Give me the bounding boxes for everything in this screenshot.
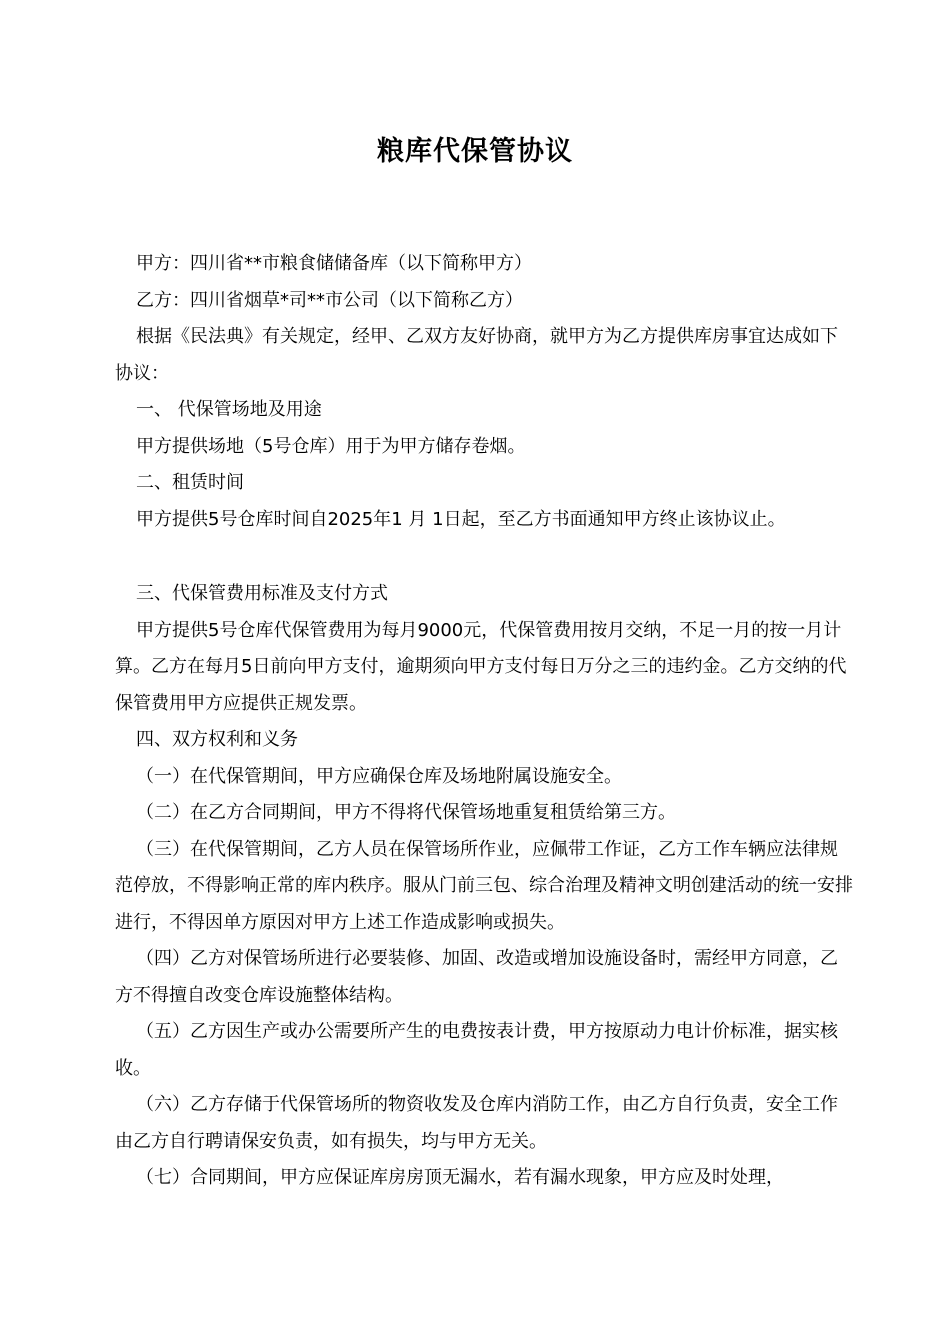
section-2-heading: 二、租赁时间 [136,472,244,493]
section-3-text: 甲方提供5号仓库代保管费用为每月9000元，代保管费用按月交纳，不足一月的按一月计算。乙方在每月5日前向甲方支付，逾期须向甲方支付每日万分之三的违约金。乙方交纳的代保管费用甲方应提供正规发票。 [115,619,847,714]
document-body [115,246,855,1197]
section-4-item-3: （三）在代保管期间，乙方人员在保管场所作业，应佩带工作证，乙方工作车辆应法律规范停放，不得影响正常的库内秩序。服从门前三包、综合治理及精神文明创建活动的统一安排进行，不得因单方原因对甲方上述工作造成影响或损失。 [115,838,853,933]
section-2-text: 甲方提供5号仓库时间自2025年1 月 1日起，至乙方书面通知甲方终止该协议止。 [136,508,786,530]
section-4-item-7: （七）合同期间，甲方应保证库房房顶无漏水，若有漏水现象，甲方应及时处理， [136,1167,784,1188]
section-1-heading: 一、 代保管场地及用途 [136,399,322,420]
preamble-paragraph: 根据《民法典》有关规定，经甲、乙双方友好协商，就甲方为乙方提供库房事宜达成如下协议： [115,326,838,384]
section-3-heading: 三、代保管费用标准及支付方式 [136,583,388,604]
section-4-item-4: （四）乙方对保管场所进行必要装修、加固、改造或增加设施设备时，需经甲方同意，乙方不得擅自改变仓库设施整体结构。 [115,948,838,1006]
party-a-line: 甲方：四川省**市粮食储储备库（以下简称甲方） [136,253,532,274]
section-4-item-6: （六）乙方存储于代保管场所的物资收发及仓库内消防工作，由乙方自行负责，安全工作由乙方自行聘请保安负责，如有损失，均与甲方无关。 [115,1094,838,1152]
document-title: 粮库代保管协议 [377,136,573,167]
spacer [115,538,855,576]
section-4-item-2: （二）在乙方合同期间，甲方不得将代保管场地重复租赁给第三方。 [136,802,676,823]
section-4-item-5: （五）乙方因生产或办公需要所产生的电费按表计费，甲方按原动力电计价标准，据实核收。 [115,1021,838,1079]
party-b-line: 乙方：四川省烟草*司**市公司（以下简称乙方） [136,289,523,311]
section-4-item-1: （一）在代保管期间，甲方应确保仓库及场地附属设施安全。 [136,765,622,787]
section-1-text: 甲方提供场地（5号仓库）用于为甲方储存卷烟。 [136,435,526,457]
section-4-heading: 四、双方权利和义务 [136,729,298,750]
